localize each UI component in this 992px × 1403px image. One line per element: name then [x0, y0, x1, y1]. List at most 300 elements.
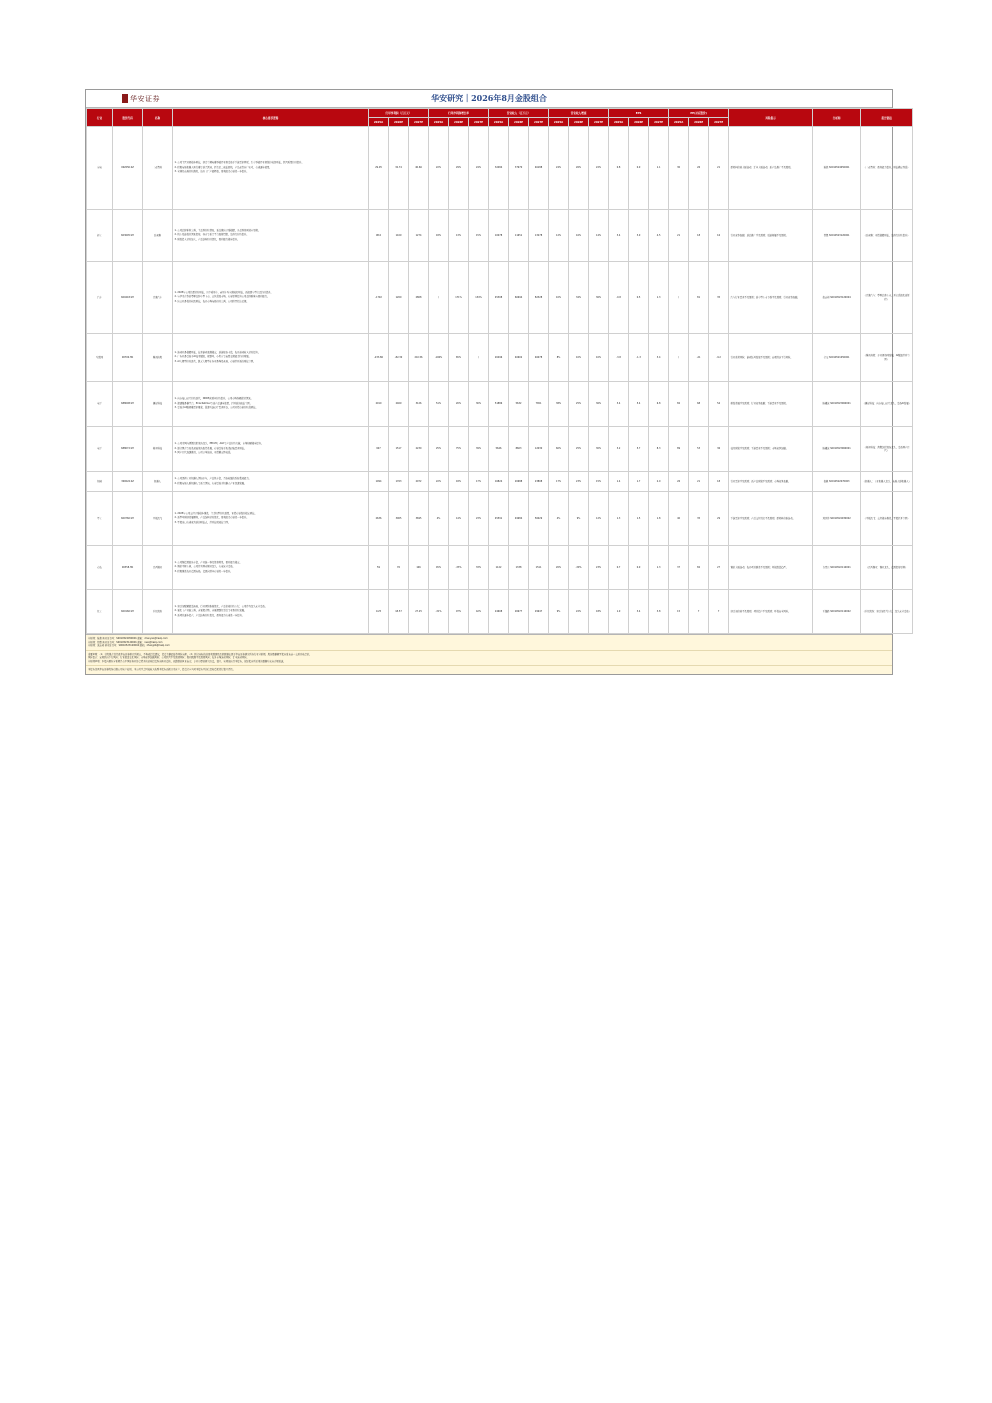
cell-eps: 1.9 — [609, 590, 629, 634]
cell-report: 《机器人：工业机器人龙头，布局人形机器人》 — [861, 472, 913, 492]
cell-np: -82.30 — [389, 334, 409, 382]
cell-name: 江西铜业 — [143, 546, 173, 590]
footer-disclaimer — [86, 666, 892, 674]
cell-industry: 有色 — [87, 546, 113, 590]
logic-point: 1. 公司品牌矩阵完善，主品牌持续领先，新品推出节奏稳健，多品牌协同效应显现。 — [174, 228, 261, 232]
table-row — [87, 492, 913, 546]
cell-eps: 8.3 — [649, 427, 669, 472]
col-year: 2027E — [529, 118, 549, 127]
col-year: 2027E — [409, 118, 429, 127]
cell-eps: 3.4 — [629, 590, 649, 634]
col-year: 2026E — [689, 118, 709, 127]
cell-np: 1200 — [389, 262, 409, 334]
cell-np: 3126 — [409, 382, 429, 427]
cell-pe: 40 — [669, 492, 689, 546]
cell-np: 1094 — [369, 472, 389, 492]
cell-eps: 1.3 — [609, 492, 629, 546]
cell-eps: 3.8 — [649, 590, 669, 634]
cell-rev: 45308 — [489, 262, 509, 334]
cell-revg: 17% — [549, 472, 569, 492]
logic-point: 1. 游戏业务稳健增长，长青游戏表现稳定，新游储备丰富，海外游戏收入持续提升。 — [174, 350, 261, 354]
cell-pe: 29 — [709, 492, 729, 546]
cell-pe: 27 — [709, 546, 729, 590]
cell-rev: 20688 — [509, 472, 529, 492]
cell-revg: 60% — [549, 427, 569, 472]
cell-report: 《腾讯控股：多业务协同发展，AI赋能打开空间》 — [861, 334, 913, 382]
cell-risk: 技术研发不及预期；下游需求不及预期；市场竞争加剧。 — [729, 427, 813, 472]
cell-name: 澜起科技 — [143, 382, 173, 427]
cell-eps: 3.4 — [609, 210, 629, 262]
cell-analyst: 陈耀波 S0010523060001 — [813, 427, 861, 472]
cell-revg: 10% — [569, 334, 589, 382]
cell-industry: 家电 — [87, 127, 113, 210]
cell-rev: 11651 — [509, 210, 529, 262]
cell-revg: 14% — [589, 210, 609, 262]
cell-eps: -1.3 — [629, 334, 649, 382]
cell-eps: 4.5 — [649, 210, 669, 262]
cell-code: 600760.SH — [113, 492, 143, 546]
col-year: 2025A — [429, 118, 449, 127]
cell-logic — [173, 492, 369, 546]
cell-name: 拓荆科技 — [143, 427, 173, 472]
footer-analyst-line: 分析师：张志邦 执业证书号：S0010523120004 邮箱：zhangzb@hazq.com — [88, 644, 170, 647]
logic-point: 2. 铜价中枢上移，公司作为国内铜业龙头，有望充分受益。 — [174, 565, 235, 569]
cell-analyst: 金荣 S0010521050001 — [813, 334, 861, 382]
cell-report: 《巨化股份：制冷剂景气上行，龙头充分受益》 — [861, 590, 913, 634]
col-year: 2026E — [629, 118, 649, 127]
cell-pe: 89 — [669, 427, 689, 472]
cell-logic — [173, 427, 369, 472]
cell-industry: 电子 — [87, 427, 113, 472]
cell-pe: 37 — [669, 546, 689, 590]
footer-risk-line: 分析师声明：本报告署名分析师具有中国证券业协会授予的证券投资咨询执业资格，以勤勉的执业态度、专业审慎的研究方法，独立、客观地出具本报告，保证报告所采用的数据均来自合规渠道。 — [88, 659, 286, 663]
col-group-revg: 营业收入增速 — [549, 109, 609, 118]
cell-pe: / — [669, 334, 689, 382]
cell-pe: 30 — [669, 127, 689, 210]
col-year: 2025A — [609, 118, 629, 127]
cell-npg: 20% — [449, 382, 469, 427]
cell-np: 1109 — [389, 210, 409, 262]
cell-revg: -30% — [569, 546, 589, 590]
cell-rev: 20496 — [489, 334, 509, 382]
cell-code: 600418.SH — [113, 262, 143, 334]
col-risk: 风险提示 — [729, 109, 813, 127]
cell-risk: 原材料价格大幅波动；汇率大幅波动；新产品推广不及预期。 — [729, 127, 813, 210]
cell-pe: 53 — [689, 427, 709, 472]
cell-np: 2636 — [369, 492, 389, 546]
cell-npg: 13% — [449, 210, 469, 262]
col-year: 2027E — [709, 118, 729, 127]
footer-analyst-line: 分析师：陈燕 执业证书号：S0010524050001 邮箱：chenyan@hazq.com — [88, 637, 168, 640]
cell-np: 32.74 — [389, 127, 409, 210]
cell-name: 江淮汽车 — [143, 262, 173, 334]
cell-industry: 轻工 — [87, 210, 113, 262]
footer-analysts — [86, 635, 892, 651]
cell-pe: 35 — [689, 492, 709, 546]
cell-code: 300024.SZ — [113, 472, 143, 492]
cell-logic — [173, 210, 369, 262]
cell-eps: 0.5 — [629, 262, 649, 334]
cell-logic — [173, 382, 369, 427]
cell-revg: 38% — [549, 382, 569, 427]
cell-np: 2010 — [369, 382, 389, 427]
cell-pe: 21 — [709, 127, 729, 210]
cell-revg: 16% — [569, 210, 589, 262]
cell-industry: 互联网 — [87, 334, 113, 382]
cell-eps: 1.4 — [609, 472, 629, 492]
cell-npg: / — [469, 334, 489, 382]
cell-revg: 23% — [589, 546, 609, 590]
col-year: 2025A — [369, 118, 389, 127]
footer-analyst-line: 分析师：徐偲 执业证书号：S0010523120001 邮箱：xusi@hazq.com — [88, 640, 163, 644]
logic-point: 3. 出口业务保持较快增长，海外市场布局持续完善，公司经营拐点已现。 — [174, 299, 249, 303]
cell-npg: 4% — [429, 492, 449, 546]
cell-revg: 12% — [549, 210, 569, 262]
cell-eps: 3.9 — [629, 210, 649, 262]
table-row — [87, 472, 913, 492]
cell-np: 40.66 — [409, 127, 429, 210]
cell-np: 1763 — [389, 472, 409, 492]
cell-report: 《江西铜业：铜业龙头，资源优势显著》 — [861, 546, 913, 590]
cell-pe: 82 — [669, 382, 689, 427]
cell-eps: 3.4 — [609, 382, 629, 427]
cell-industry: 机械 — [87, 472, 113, 492]
cell-revg: 22% — [569, 590, 589, 634]
cell-name: 巨化股份 — [143, 590, 173, 634]
cell-risk: 行业竞争加剧；新品推广不及预期；渠道拓展不及预期。 — [729, 210, 813, 262]
cell-pe: 26 — [669, 472, 689, 492]
cell-pe: 81 — [689, 262, 709, 334]
cell-analyst: 陈燕 S0010524050001 — [813, 127, 861, 210]
table-row — [87, 127, 913, 210]
cell-npg: 18% — [429, 210, 449, 262]
cell-analyst: 许勇其 S0010522110001 — [813, 546, 861, 590]
cell-revg: 10% — [549, 262, 569, 334]
col-year: 2027E — [649, 118, 669, 127]
cell-pe: 7 — [689, 590, 709, 634]
col-year: 2026E — [389, 118, 409, 127]
cell-industry: 军工 — [87, 492, 113, 546]
cell-np: 2808 — [409, 262, 429, 334]
logo-text: 华安证券 — [130, 94, 160, 103]
cell-revg: 23% — [569, 472, 589, 492]
cell-pe: -21 — [689, 334, 709, 382]
cell-rev: 23808 — [529, 472, 549, 492]
logic-point: 1. 公司为国内薄膜沉积设备龙头，PECVD、ALD等产品持续突破，市场份额稳步提升。 — [174, 442, 264, 446]
cell-eps: 1.1 — [649, 127, 669, 210]
cell-rev: 49984 — [509, 492, 529, 546]
cell-rev: 46188 — [529, 127, 549, 210]
cell-npg: -31% — [429, 590, 449, 634]
cell-revg: 9% — [569, 492, 589, 546]
title-bar — [86, 90, 892, 108]
cell-pe: / — [669, 262, 689, 334]
cell-logic — [173, 546, 369, 590]
cell-np: 76 — [389, 546, 409, 590]
col-group-pe: PE(对应股价) — [669, 109, 729, 118]
footer-risk — [86, 651, 892, 667]
cell-np: 2072 — [409, 472, 429, 492]
cell-risk: 行业需求不及预期；新产品研发不及预期；市场竞争加剧。 — [729, 472, 813, 492]
cell-npg: / — [429, 262, 449, 334]
portfolio-table — [86, 108, 913, 634]
logic-point: 1. 内存接口芯片持续迭代，DDR5渗透率持续提升，公司市场份额保持领先。 — [174, 397, 253, 401]
col-year: 2027E — [469, 118, 489, 127]
cell-pe: 15 — [669, 590, 689, 634]
cell-logic — [173, 262, 369, 334]
logic-point: 1. 公司主营业务稳步增长，制冷空调电器零部件业务受益于下游需求回暖，汽车零部件业务保持较快增长，经营质量持续提升。 — [174, 161, 304, 165]
table-row — [87, 334, 913, 382]
cell-logic — [173, 590, 369, 634]
cell-np: 98.0 — [369, 210, 389, 262]
cell-rev: 37970 — [509, 127, 529, 210]
cell-rev: 12030 — [529, 427, 549, 472]
cell-eps: 1.5 — [629, 492, 649, 546]
logic-point: 3. 研发投入持续加大，产品结构持续优化，盈利能力稳步提升。 — [174, 237, 240, 241]
cell-revg: 30% — [589, 427, 609, 472]
cell-rev: 13278 — [529, 210, 549, 262]
cell-np: 210.56 — [409, 334, 429, 382]
logic-point: 1. 2025年公司销量持续增长，其中乘用车、商用车均实现较好增长，新能源车型占比持续提升。 — [174, 290, 273, 294]
cell-name: 机器人 — [143, 472, 173, 492]
cell-eps: 1.8 — [649, 492, 669, 546]
logic-point: 2. 新型号研制进展顺利，产品结构持续优化，盈利能力有望进一步提升。 — [174, 516, 249, 520]
cell-pe: 21 — [669, 210, 689, 262]
col-year: 2027E — [589, 118, 609, 127]
cell-np: -1702 — [369, 262, 389, 334]
logic-point: 1. 制冷剂配额政策落地，行业供给格局优化，产品价格持续上行，公司作为龙头充分受益。 — [174, 604, 268, 608]
cell-rev: 1338 — [509, 546, 529, 590]
cell-npg: -106% — [429, 334, 449, 382]
cell-npg: 171% — [449, 262, 469, 334]
cell-rev: 7651 — [529, 382, 549, 427]
cell-rev: 60694 — [509, 262, 529, 334]
logic-point: 3. 军贸出口有望成为新的增长点，打开长期成长空间。 — [174, 520, 231, 524]
footer-disclaimer-text: 本报告仅供华安证券股份有限公司客户使用，本公司不会因接收人收到本报告而视其为客户，投资者应当对本报告中的信息和意见进行独立评估。 — [88, 668, 236, 671]
cell-pe: 35 — [709, 262, 729, 334]
cell-risk: 下游需求不及预期；产品交付进度不及预期；原材料价格波动。 — [729, 492, 813, 546]
cell-risk: 研发进展不及预期；行业竞争加剧；下游需求不及预期。 — [729, 382, 813, 427]
cell-name: 三花智控 — [143, 127, 173, 210]
logic-point: 2. 积极布局人形机器人等新兴领域，有望受益于机器人产业快速发展。 — [174, 481, 247, 485]
cell-report: 《拓荆科技：薄膜沉积设备龙头，受益国产替代》 — [861, 427, 913, 472]
cell-np: 27.25 — [409, 590, 429, 634]
cell-rev: 16824 — [489, 472, 509, 492]
cell-np: 2230 — [409, 427, 429, 472]
cell-revg: 26% — [569, 127, 589, 210]
cell-rev: 82328 — [529, 262, 549, 334]
cell-npg: 33% — [469, 546, 489, 590]
cell-revg: 22% — [589, 127, 609, 210]
cell-revg: 25% — [569, 427, 589, 472]
cell-npg: 25% — [429, 427, 449, 472]
cell-pe: 68 — [689, 382, 709, 427]
cell-pe: 16 — [709, 210, 729, 262]
cell-np: 1517 — [389, 427, 409, 472]
cell-eps: 3.2 — [609, 427, 629, 472]
cell-report: 《澜起科技：内存接口芯片龙头，受益AI发展》 — [861, 382, 913, 427]
cell-analyst: 陈耀波 S0010523060001 — [813, 382, 861, 427]
logic-point: 2. 线上渠道保持领先优势，抖音等新兴平台表现亮眼，品牌力持续提升。 — [174, 233, 249, 237]
cell-code: 002050.SZ — [113, 127, 143, 210]
col-year: 2025A — [489, 118, 509, 127]
cell-np: 29.05 — [369, 127, 389, 210]
table-row — [87, 382, 913, 427]
cell-code: 600160.SH — [113, 590, 143, 634]
logic-point: 2. 与华为合作的尊界品牌车型上市，定位高端市场，有望显著提升公司品牌形象与盈利能力。 — [174, 295, 270, 299]
cell-np: 907 — [369, 427, 389, 472]
cell-npg: 134% — [469, 262, 489, 334]
cell-np: 59 — [369, 546, 389, 590]
cell-analyst: 张帆 S0010522070003 — [813, 472, 861, 492]
logic-point: 2. 混合键合等先进封装设备取得进展，有望受益于先进封装需求增长。 — [174, 446, 247, 450]
cell-eps: 1.3 — [649, 262, 669, 334]
cell-npg: 22% — [429, 127, 449, 210]
cell-name: 中航沈飞 — [143, 492, 173, 546]
cell-npg: 97% — [449, 590, 469, 634]
cell-pe: 18 — [689, 210, 709, 262]
table-row — [87, 262, 913, 334]
cell-npg: 24% — [469, 127, 489, 210]
cell-code: 688072.SH — [113, 427, 143, 472]
cell-logic — [173, 334, 369, 382]
cell-analyst: 邓承佯 S0010524030002 — [813, 492, 861, 546]
col-year: 2026E — [569, 118, 589, 127]
cell-revg: 24% — [549, 127, 569, 210]
cell-industry: 电子 — [87, 382, 113, 427]
col-group-rev: 营业收入（百万元） — [489, 109, 549, 118]
cell-np: 3005 — [389, 492, 409, 546]
logic-point: 3. 全球化布局持续推进，海外工厂产能释放，盈利能力有望进一步提升。 — [174, 170, 249, 174]
cell-npg: 75% — [449, 427, 469, 472]
cell-npg: 30% — [469, 382, 489, 427]
cell-rev: 32484 — [489, 127, 509, 210]
cell-risk: 铜价大幅波动；海外项目推进不及预期；环保政策趋严。 — [729, 546, 813, 590]
table-row — [87, 546, 913, 590]
cell-pe: 36 — [709, 427, 729, 472]
cell-rev: 1511 — [529, 546, 549, 590]
cell-revg: 36% — [589, 262, 609, 334]
cell-eps: 0.8 — [609, 127, 629, 210]
cell-np: 9.25 — [369, 590, 389, 634]
cell-report: 《中航沈飞：交付稳步推进，军贸打开空间》 — [861, 492, 913, 546]
cell-rev: 8603 — [509, 427, 529, 472]
footer — [86, 634, 892, 674]
cell-report: 《珀莱雅：业绩稳健增长，品牌力持续提升》 — [861, 210, 913, 262]
page-title: 华安研究｜2026年8月金股组合 — [431, 93, 547, 103]
cell-rev: 5646 — [489, 427, 509, 472]
cell-name: 珀莱雅 — [143, 210, 173, 262]
cell-npg: 51% — [429, 382, 449, 427]
cell-industry: 汽车 — [87, 262, 113, 334]
cell-eps: 1.7 — [629, 472, 649, 492]
cell-name: 腾讯控股 — [143, 334, 173, 382]
cell-revg: 15% — [589, 472, 609, 492]
cell-rev: 29947 — [529, 590, 549, 634]
cell-eps: 3.4 — [649, 334, 669, 382]
table-row — [87, 210, 913, 262]
cell-pe: 18 — [709, 472, 729, 492]
cell-eps: -0.8 — [609, 262, 629, 334]
cell-revg: 25% — [569, 382, 589, 427]
col-industry: 行业 — [87, 109, 113, 127]
cell-np: 3695 — [409, 492, 429, 546]
logic-point: 1. 公司深耕工业机器人领域多年，产品线丰富，具备较强的系统集成能力。 — [174, 476, 251, 480]
col-group-np: 归母净利润（百万元） — [369, 109, 429, 118]
cell-logic — [173, 472, 369, 492]
cell-risk: 制冷剂价格不及预期；项目投产不及预期；环保安全风险。 — [729, 590, 813, 634]
cell-pe: 82 — [689, 546, 709, 590]
cell-np: 2409 — [389, 382, 409, 427]
cell-pe: 54 — [709, 382, 729, 427]
cell-eps: 0.7 — [609, 546, 629, 590]
cell-analyst: 徐偲 S0010523120001 — [813, 210, 861, 262]
cell-rev: 46078 — [529, 334, 549, 382]
cell-npg: 39% — [469, 427, 489, 472]
cell-npg: 18% — [449, 472, 469, 492]
cell-rev: 45591 — [489, 492, 509, 546]
cell-eps: 5.4 — [629, 382, 649, 427]
portfolio-sheet — [85, 89, 911, 675]
cell-report: 《江淮汽车：尊界品牌上市，开启高端化新征程》 — [861, 262, 913, 334]
cell-eps: 6.8 — [649, 382, 669, 427]
cell-np: 1274 — [409, 210, 429, 262]
cell-npg: 29% — [449, 127, 469, 210]
logic-point: 3. 新项目逐步投产，产品结构持续优化，盈利能力有望进一步提升。 — [174, 613, 245, 617]
col-year: 2026E — [509, 118, 529, 127]
col-year: 2025A — [669, 118, 689, 127]
cell-revg: 36% — [589, 382, 609, 427]
cell-report: 《三花智控：盈利能力提升，增长确定性高》 — [861, 127, 913, 210]
col-logic: 核心推荐逻辑 — [173, 109, 369, 127]
logic-point: 1. 公司铜资源储备丰富，产业链一体化优势明显，盈利能力稳定。 — [174, 560, 242, 564]
col-year: 2026E — [449, 118, 469, 127]
cell-rev: 1122 — [489, 546, 509, 590]
logic-point: 3. 积极推进海外资源布局，资源自给率有望进一步提升。 — [174, 569, 233, 573]
cell-revg: 20% — [549, 546, 569, 590]
cell-code: 603605.SH — [113, 210, 143, 262]
cell-rev: 24608 — [489, 590, 509, 634]
table-row — [87, 590, 913, 634]
cell-revg: 4% — [549, 492, 569, 546]
cell-rev: 40602 — [509, 334, 529, 382]
cell-pe: 21 — [689, 472, 709, 492]
cell-pe: -9.2 — [709, 334, 729, 382]
logic-point: 3. 受益于AI服务器需求爆发，高速互连芯片需求旺盛，公司业绩有望持续高增长。 — [174, 406, 258, 410]
cell-pe: 7 — [709, 590, 729, 634]
cell-eps: 2.0 — [649, 472, 669, 492]
logic-point: 2. 广告业务受益于AI技术赋能，视频号、小程序等流量变现能力持续增强。 — [174, 355, 251, 359]
cell-rev: 26977 — [509, 590, 529, 634]
cell-npg: 65% — [449, 334, 469, 382]
table-row — [87, 427, 913, 472]
cell-revg: 34% — [569, 262, 589, 334]
cell-npg: 23% — [469, 492, 489, 546]
cell-np: -233.86 — [369, 334, 389, 382]
cell-eps: 5.7 — [629, 427, 649, 472]
cell-pe: 26 — [689, 127, 709, 210]
cell-revg: 12% — [589, 492, 609, 546]
cell-code: 00358.HK — [113, 546, 143, 590]
cell-eps: -3.8 — [609, 334, 629, 382]
logic-point: 2. 氟化工产业链完善，含氟聚合物、含氟精细化学品等业务持续发展。 — [174, 609, 247, 613]
cell-npg: 15% — [469, 210, 489, 262]
cell-analyst: 张志邦 S0010523120004 — [813, 262, 861, 334]
cell-npg: 17% — [469, 472, 489, 492]
cell-rev: 51886 — [489, 382, 509, 427]
logic-point: 2. 津逮服务器平台、PCIe Retimer等新产品逐步放量，打开新的成长空间。 — [174, 401, 252, 405]
cell-code: 688008.SH — [113, 382, 143, 427]
